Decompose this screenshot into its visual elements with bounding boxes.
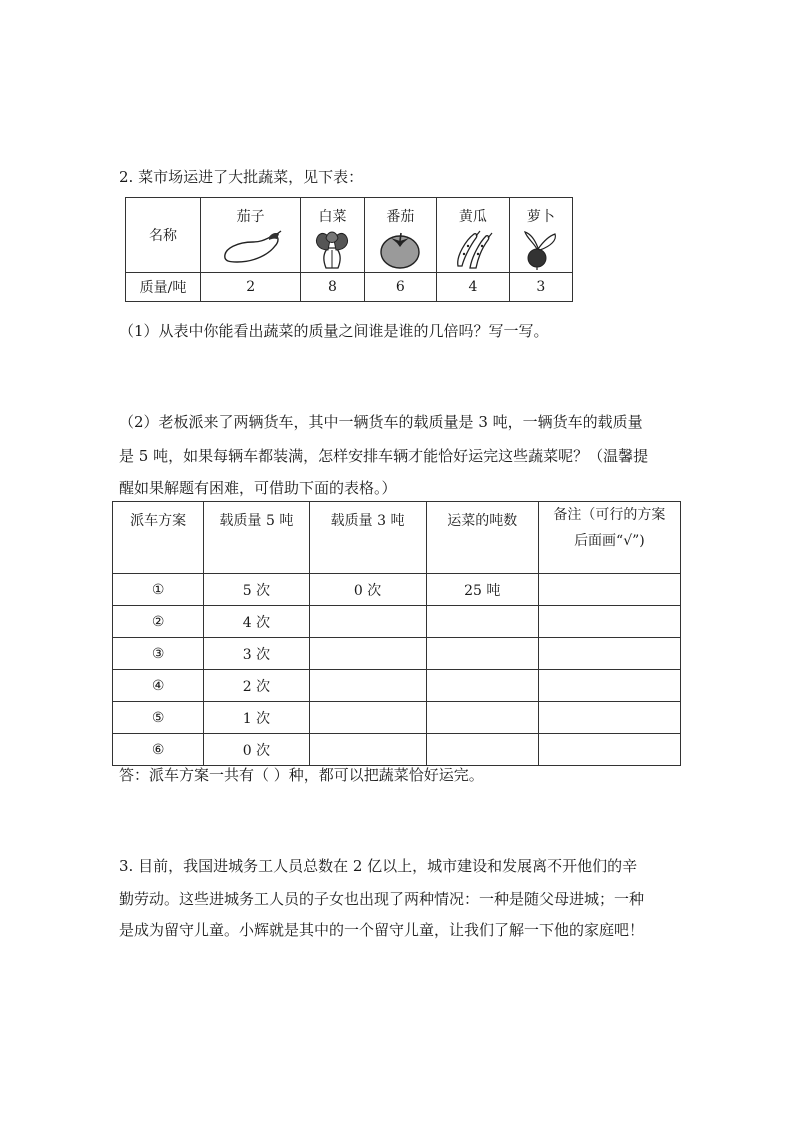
three-ton-trips[interactable]	[309, 606, 426, 638]
plan-number: ④	[113, 670, 204, 702]
mass-cell: 3	[509, 273, 572, 302]
tons-transported[interactable]: 25 吨	[426, 574, 538, 606]
dispatch-header-row	[113, 502, 681, 574]
question-3-line-2: 勤劳动。这些进城务工人员的子女也出现了两种情况：一种是随父母进城；一种	[119, 890, 645, 908]
tons-transported[interactable]	[426, 670, 538, 702]
header-note-line-2: 后面画“√”)	[574, 533, 645, 549]
header-note	[538, 502, 680, 574]
three-ton-trips[interactable]	[309, 638, 426, 670]
cabbage-icon	[312, 228, 352, 270]
question-2-title: 2. 菜市场运进了大批蔬菜，见下表：	[119, 168, 364, 186]
mass-cell: 8	[301, 273, 364, 302]
vegetable-name: 茄子	[236, 209, 265, 225]
note-cell[interactable]	[538, 606, 680, 638]
answer-line: 答：派车方案一共有（ ）种，都可以把蔬菜恰好运完。	[119, 766, 484, 784]
dispatch-plan-table	[112, 501, 681, 766]
cucumber-icon	[450, 228, 496, 270]
note-cell[interactable]	[538, 638, 680, 670]
vegetable-mass-table	[125, 197, 573, 302]
five-ton-trips: 1 次	[204, 702, 309, 734]
tons-transported[interactable]	[426, 702, 538, 734]
five-ton-trips: 0 次	[204, 734, 309, 766]
vegetable-name: 黄瓜	[458, 209, 487, 225]
mass-cell: 4	[437, 273, 510, 302]
question-3-line-1: 3. 目前，我国进城务工人员总数在 2 亿以上，城市建设和发展离不开他们的辛	[119, 857, 638, 875]
note-cell[interactable]	[538, 574, 680, 606]
vegetable-name-row	[126, 198, 573, 273]
three-ton-trips[interactable]	[309, 670, 426, 702]
three-ton-trips[interactable]	[309, 702, 426, 734]
vegetable-cell	[364, 198, 437, 273]
table-row	[113, 734, 681, 766]
sub-question-2-line-1: （2）老板派来了两辆货车，其中一辆货车的载质量是 3 吨，一辆货车的载质量	[119, 413, 643, 431]
header-note-line-1: 备注（可行的方案	[553, 507, 666, 523]
question-3-line-3: 是成为留守儿童。小辉就是其中的一个留守儿童，让我们了解一下他的家庭吧！	[119, 921, 645, 939]
vegetable-cell	[301, 198, 364, 273]
table-row	[113, 606, 681, 638]
sub-question-1: （1）从表中你能看出蔬菜的质量之间谁是谁的几倍吗？写一写。	[119, 322, 549, 340]
note-cell[interactable]	[538, 734, 680, 766]
plan-number: ③	[113, 638, 204, 670]
five-ton-trips: 5 次	[204, 574, 309, 606]
tomato-icon	[377, 228, 423, 270]
five-ton-trips: 4 次	[204, 606, 309, 638]
table-row	[113, 702, 681, 734]
five-ton-trips: 2 次	[204, 670, 309, 702]
mass-cell: 6	[364, 273, 437, 302]
vegetable-name: 白菜	[318, 209, 347, 225]
table-row	[113, 638, 681, 670]
vegetable-name: 番茄	[386, 209, 415, 225]
tons-transported[interactable]	[426, 734, 538, 766]
eggplant-icon	[219, 228, 283, 268]
five-ton-trips: 3 次	[204, 638, 309, 670]
three-ton-trips[interactable]	[309, 734, 426, 766]
vegetable-name: 萝卜	[526, 209, 555, 225]
tons-transported[interactable]	[426, 638, 538, 670]
mass-header: 质量/吨	[126, 273, 201, 302]
radish-icon	[521, 228, 561, 270]
vegetable-cell	[201, 198, 301, 273]
table-row	[113, 574, 681, 606]
vegetable-cell	[437, 198, 510, 273]
vegetable-mass-row	[126, 273, 573, 302]
three-ton-trips[interactable]: 0 次	[309, 574, 426, 606]
plan-number: ②	[113, 606, 204, 638]
name-header: 名称	[126, 198, 201, 273]
sub-question-2-line-2: 是 5 吨，如果每辆车都装满，怎样安排车辆才能恰好运完这些蔬菜呢？（温馨提	[119, 447, 649, 465]
note-cell[interactable]	[538, 702, 680, 734]
vegetable-cell	[509, 198, 572, 273]
header-plan: 派车方案	[113, 502, 204, 574]
note-cell[interactable]	[538, 670, 680, 702]
tons-transported[interactable]	[426, 606, 538, 638]
sub-question-2-line-3: 醒如果解题有困难，可借助下面的表格。）	[119, 479, 397, 497]
plan-number: ①	[113, 574, 204, 606]
plan-number: ⑥	[113, 734, 204, 766]
table-row	[113, 670, 681, 702]
header-three-ton: 载质量 3 吨	[309, 502, 426, 574]
mass-cell: 2	[201, 273, 301, 302]
header-five-ton: 载质量 5 吨	[204, 502, 309, 574]
header-tons: 运菜的吨数	[426, 502, 538, 574]
plan-number: ⑤	[113, 702, 204, 734]
